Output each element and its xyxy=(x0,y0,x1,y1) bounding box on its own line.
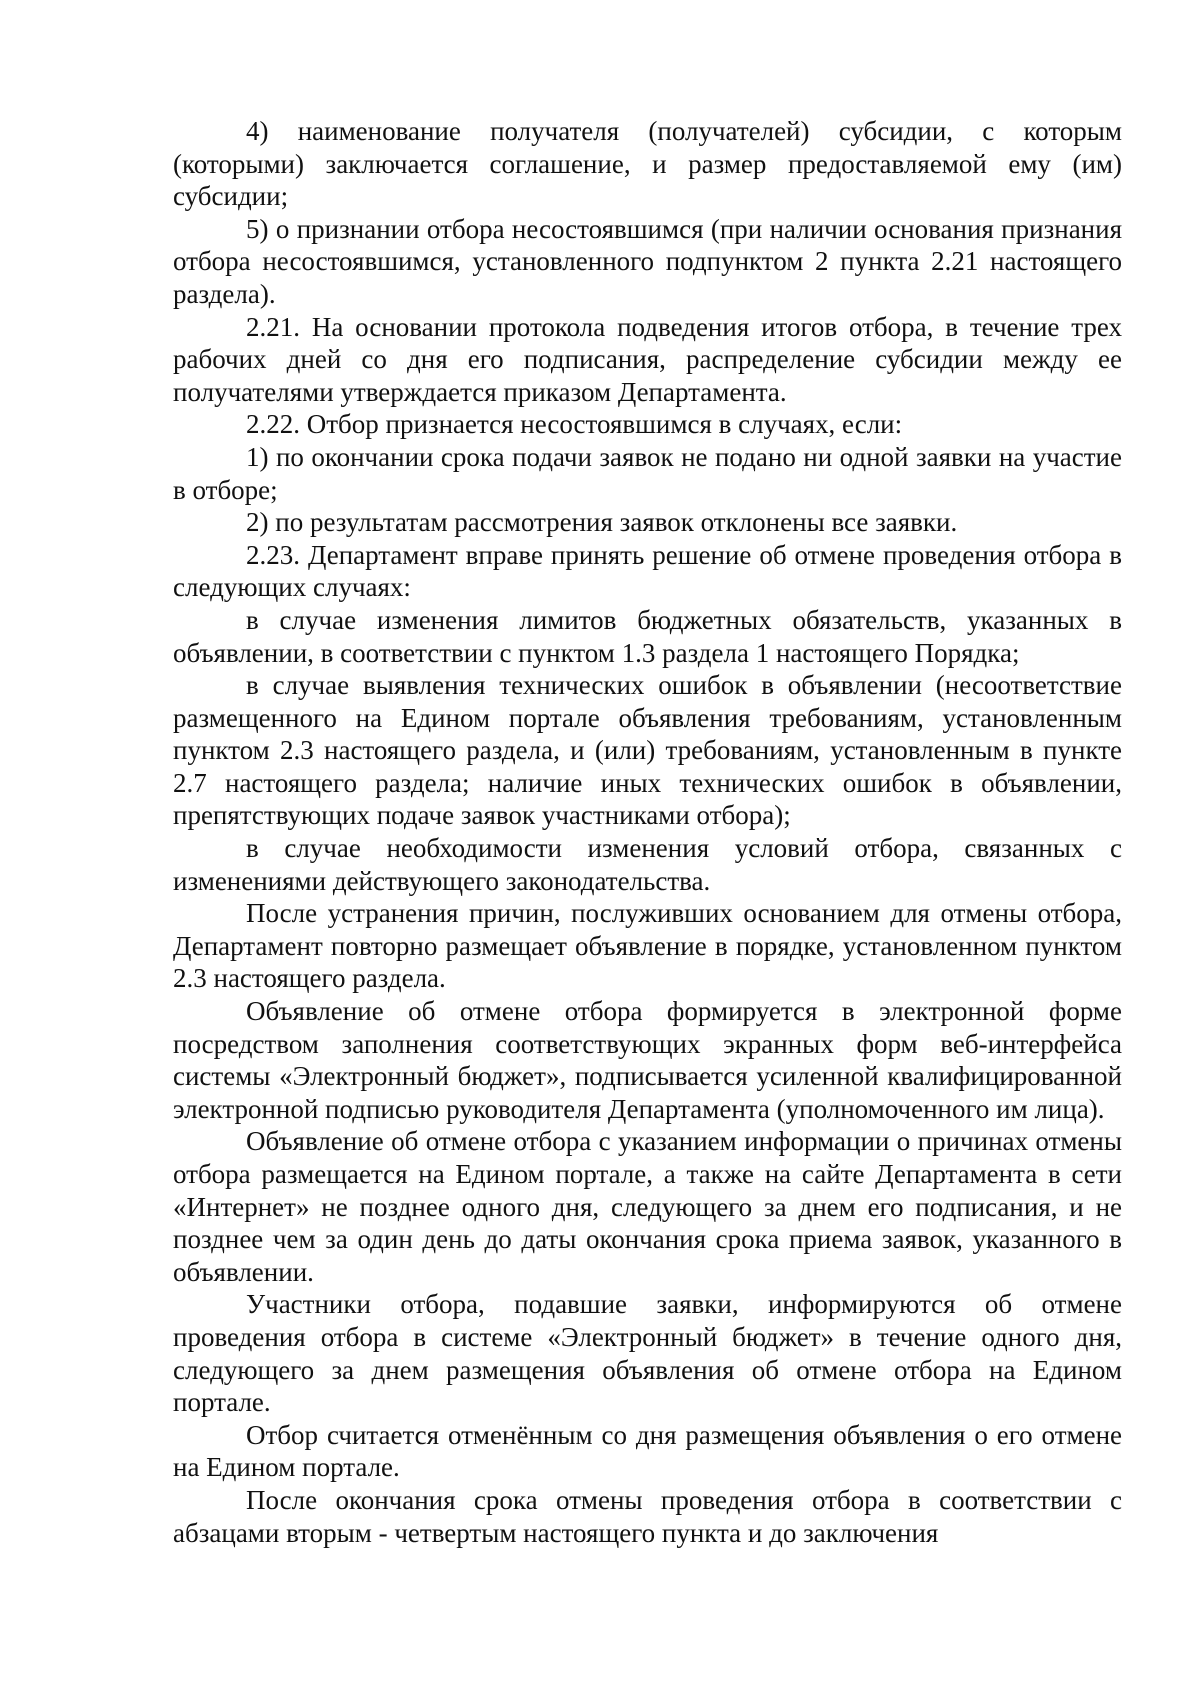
paragraph-item-4: 4) наименование получателя (получателей) субсидии, с которым (которыми) заключается соглашение, и размер предоставляемой ему (им) субсидии; xyxy=(173,116,1122,212)
paragraph-case-budget-limits: в случае изменения лимитов бюджетных обязательств, указанных в объявлении, в соответствии с пунктом 1.3 раздела 1 настоящего Порядка; xyxy=(173,604,1122,668)
paragraph-after-cancellation-period: После окончания срока отмены проведения отбора в соответствии с абзацами вторым - четвертым настоящего пункта и до заключения xyxy=(173,1484,1122,1548)
paragraph-item-5: 5) о признании отбора несостоявшимся (при наличии основания признания отбора несостоявшимся, установленного подпунктом 2 пункта 2.21 настоящего раздела). xyxy=(173,213,1122,309)
paragraph-2-22-item-1: 1) по окончании срока подачи заявок не подано ни одной заявки на участие в отборе; xyxy=(173,441,1122,505)
paragraph-cancellation-notice-publication: Объявление об отмене отбора с указанием информации о причинах отмены отбора размещается на Едином портале, а также на сайте Департамента в сети «Интернет» не позднее одного дня, следующего за днем его подписания, и не позднее чем за один день до даты окончания срока приема заявок, указанного в объявлении. xyxy=(173,1126,1122,1287)
document-page xyxy=(173,115,1122,1549)
paragraph-2-22-item-2: 2) по результатам рассмотрения заявок отклонены все заявки. xyxy=(246,507,958,538)
paragraph-case-technical-errors: в случае выявления технических ошибок в объявлении (несоответствие размещенного на Едином портале объявления требованиям, установленным пунктом 2.3 настоящего раздела, и (или) требованиям, установленным в пункте 2.7 настоящего раздела; наличие иных технических ошибок в объявлении, препятствующих подаче заявок участниками отбора); xyxy=(173,670,1122,831)
paragraph-2-23: 2.23. Департамент вправе принять решение об отмене проведения отбора в следующих случаях: xyxy=(173,539,1122,603)
paragraph-2-22: 2.22. Отбор признается несостоявшимся в случаях, если: xyxy=(246,409,903,440)
paragraph-after-elimination: После устранения причин, послуживших основанием для отмены отбора, Департамент повторно размещает объявление в порядке, установленном пунктом 2.3 настоящего раздела. xyxy=(173,898,1122,994)
paragraph-participants-informed: Участники отбора, подавшие заявки, информируются об отмене проведения отбора в системе «Электронный бюджет» в течение одного дня, следующего за днем размещения объявления об отмене отбора на Едином портале. xyxy=(173,1289,1122,1418)
paragraph-selection-cancelled: Отбор считается отменённым со дня размещения объявления о его отмене на Едином портале. xyxy=(173,1419,1122,1483)
paragraph-case-legislation-change: в случае необходимости изменения условий отбора, связанных с изменениями действующего законодательства. xyxy=(173,833,1122,896)
paragraph-2-21: 2.21. На основании протокола подведения итогов отбора, в течение трех рабочих дней со дня его подписания, распределение субсидии между ее получателями утверждается приказом Департамента. xyxy=(173,311,1122,407)
paragraph-cancellation-notice-form: Объявление об отмене отбора формируется в электронной форме посредством заполнения соответствующих экранных форм веб-интерфейса системы «Электронный бюджет», подписывается усиленной квалифицированной электронной подписью руководителя Департамента (уполномоченного им лица). xyxy=(173,996,1122,1124)
